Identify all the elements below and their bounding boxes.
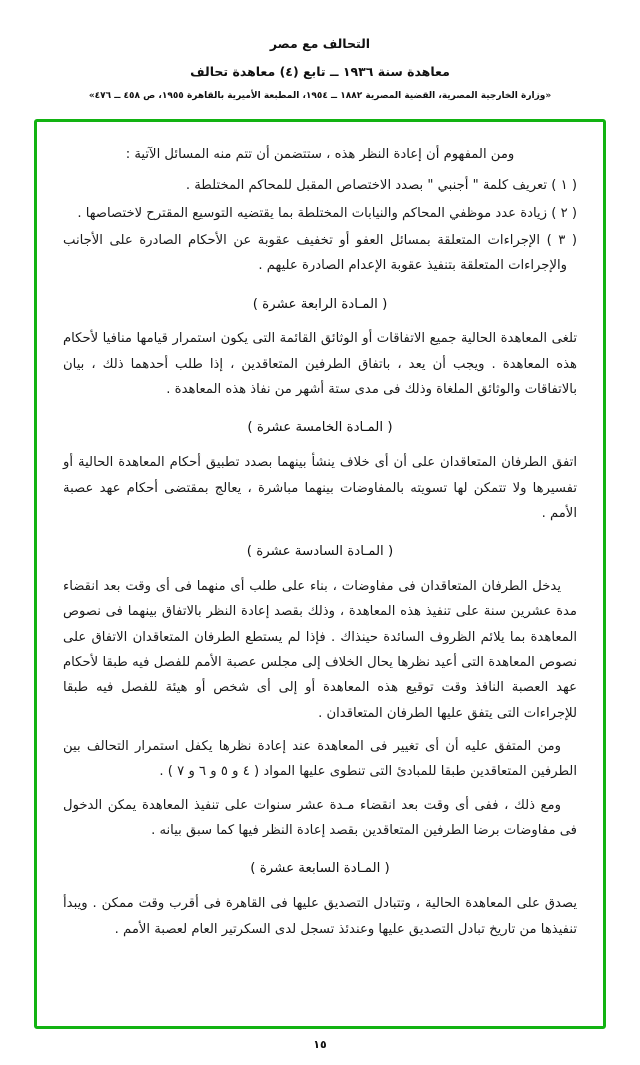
article-heading: ( المـادة الرابعة عشرة ) [252,296,388,312]
list-item: ( ٢ ) زيادة عدد موظفي المحاكم والنيابات المختلطة بما يقتضيه التوسيع المقترح لاختصاصها . [77,205,577,221]
bordered-content-frame [34,119,606,1029]
article-section [63,539,577,843]
page-header [28,36,612,105]
article-section [63,292,577,403]
article-paragraph: ومع ذلك ، ففى أى وقت بعد انقضاء مـدة عشر سنوات على تنفيذ المعاهدة يمكن الدخول فى مفاوضات برضا الطرفين المتعاقدين بقصد إعادة النظر فيها كما سبق بيانه . [63,797,577,839]
article-paragraph: ومن المتفق عليه أن أى تغيير فى المعاهدة عند إعادة نظرها يكفل استمرار التحالف بين الطرفين المتعاقدين طبقا للمبادئ التى تنطوى عليها المواد ( ٤ و ٥ و ٦ و ٧ ) . [63,739,577,780]
document-subtitle: معاهدة سنة ١٩٣٦ ــ تابع (٤) معاهدة تحالف [190,64,450,79]
article-paragraph: اتفق الطرفان المتعاقدان على أن أى خلاف ينشأ بينهما بصدد تطبيق أحكام المعاهدة الحالية أو تفسيرها ولا تتمكن لها تسويته بالمفاوضات بينهما مباشرة ، يعالج بمقتضى أحكام عهد عصبة الأمم . [63,455,577,521]
article-heading: ( المـادة الخامسة عشرة ) [247,420,393,436]
article-section [63,415,577,526]
article-section [63,856,577,941]
article-heading: ( المـادة السابعة عشرة ) [250,861,390,877]
document-body [63,142,577,942]
page-number: ١٥ [313,1038,327,1051]
list-item: ( ١ ) تعريف كلمة " أجنبي " بصدد الاختصاص المقبل للمحاكم المختلطة . [185,178,577,194]
article-paragraph: تلغى المعاهدة الحالية جميع الاتفاقات أو الوثائق القائمة التى يكون استمرار قيامها منافيا لأحكام هذه المعاهدة . ويجب أن يعد ، باتفاق الطرفين المتعاقدين ، إذا طلب أحدهما ذلك ، بيان بالاتفاقات والوثائق الملغاة وذلك فى مدى ستة أشهر من نفاذ هذه المعاهدة . [63,331,577,398]
intro-paragraph: ومن المفهوم أن إعادة النظر هذه ، ستتضمن أن تتم منه المسائل الآتية : [125,147,515,162]
list-item: ( ٣ ) الإجراءات المتعلقة بمسائل العفو أو تخفيف عقوبة عن الأحكام الصادرة على الأجانب والإجراءات المتعلقة بتنفيذ عقوبة الإعدام الصادرة عليهم . [63,233,577,274]
document-source-citation: «وزارة الخارجية المصرية، القضية المصرية ١٨٨٢ ــ ١٩٥٤، المطبعة الأميرية بالقاهرة ١٩٥٥، ص ٤٥٨ ــ ٤٧٦» [88,91,552,101]
article-heading: ( المـادة السادسة عشرة ) [246,544,394,560]
document-title: التحالف مع مصر [269,36,371,51]
article-paragraph: يصدق على المعاهدة الحالية ، وتتبادل التصديق عليها فى القاهرة فى أقرب وقت ممكن . ويبدأ تنفيذها من تاريخ تبادل التصديق عليها وعندئذ تسجل لدى السكرتير العام لعصبة الأمم . [63,896,577,937]
article-paragraph: يدخل الطرفان المتعاقدان فى مفاوضات ، بناء على طلب أى منهما فى أى وقت بعد انقضاء مدة عشرين سنة على تنفيذ هذه المعاهدة ، وذلك بقصد إعادة النظر بالاتفاق بينهما فى نصوص المعاهدة بما يلائم الظروف السائدة حينذاك . فإذا لم يستطع الطرفان المتعاقدان الاتفاق على نصوص المعاهدة التى أعيد نظرها يحال الخلاف إلى مجلس عصبة الأمم للفصل فيه طبقا لأحكام عهد العصبة النافذ وقت توقيع هذه المعاهدة أو إلى أى شخص أو هيئة للفصل فيه طبقا للإجراءات التى يتفق عليها الطرفان المتعاقدان . [63,578,577,721]
